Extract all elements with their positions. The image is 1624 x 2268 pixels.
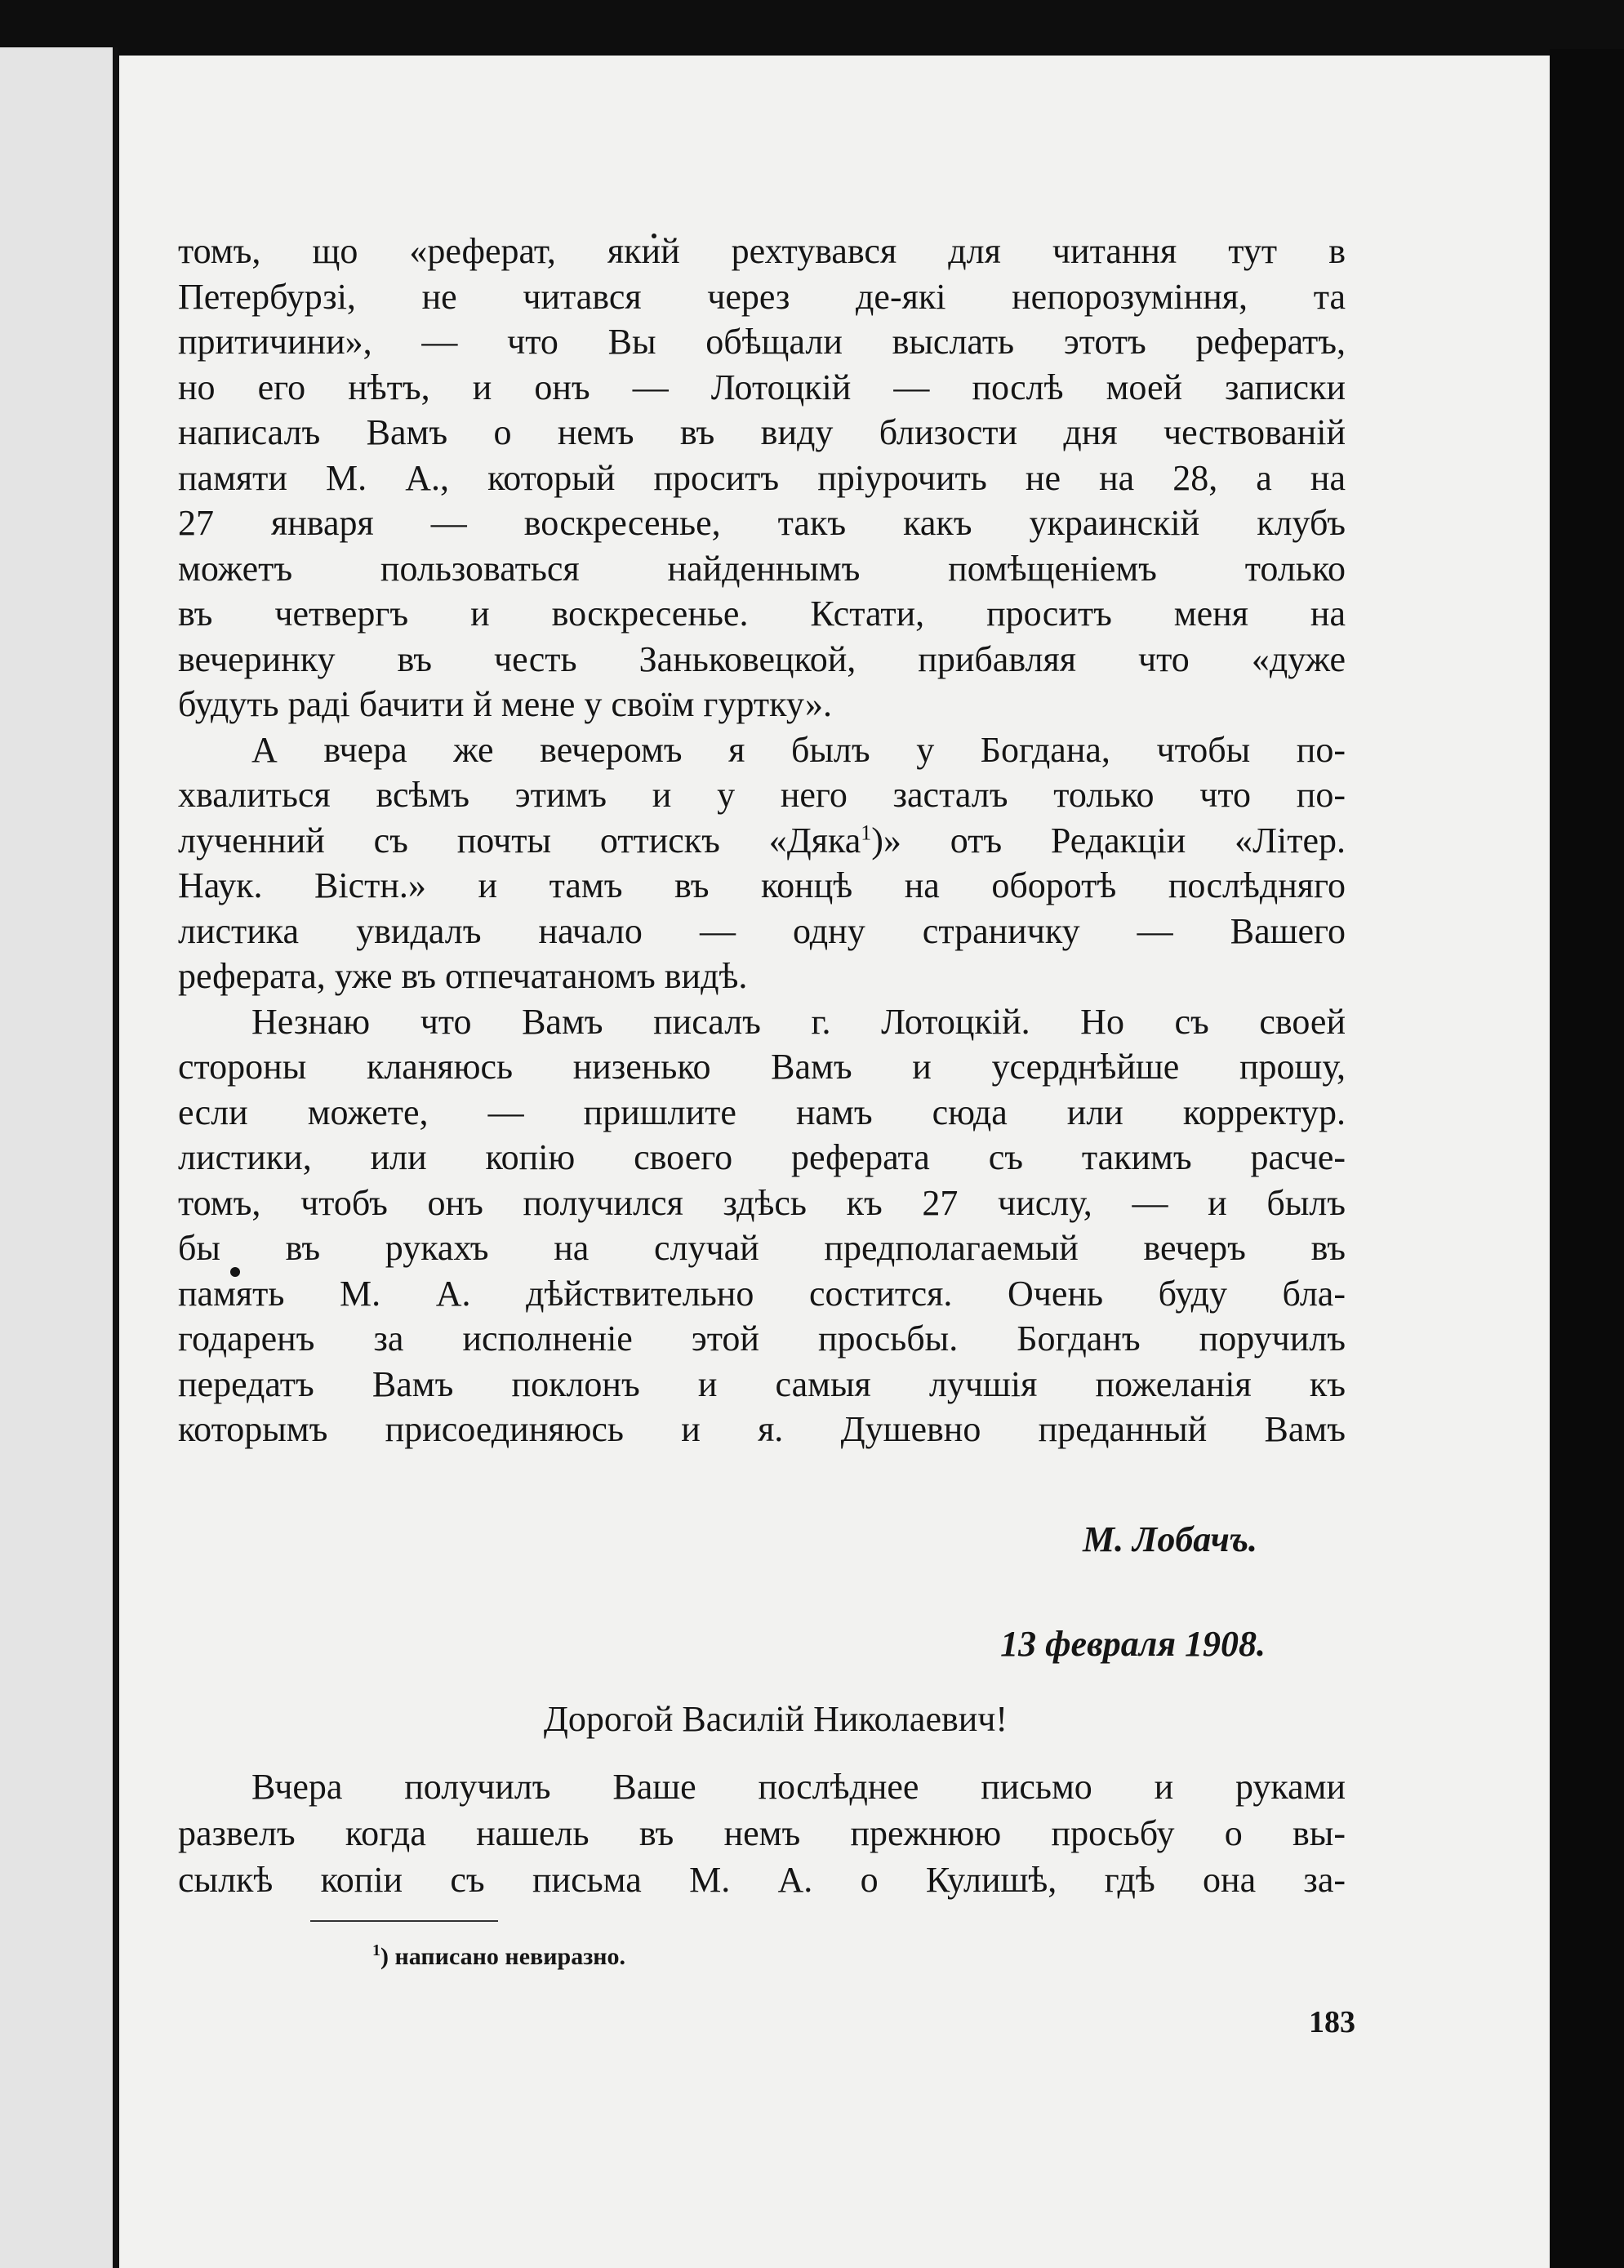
text-line: томъ, чтобъ онъ получился здѣсь къ 27 числу, — и былъ xyxy=(178,1182,1346,1223)
letter-body xyxy=(178,229,1346,1452)
footnote xyxy=(372,1943,944,1971)
text-line: но его нѣтъ, и онъ — Лотоцкій — послѣ моей записки xyxy=(178,367,1346,407)
footnote-marker: 1 xyxy=(861,820,872,844)
text-line: Петербурзі, не читався через де-які непорозуміння, та xyxy=(178,276,1346,317)
paragraph-1 xyxy=(178,229,1346,727)
footnote-separator xyxy=(310,1920,498,1922)
text-line: развелъ когда нашель въ немъ прежнюю просьбу о вы- xyxy=(178,1813,1346,1853)
text-line: память М. А. дѣйствительно состится. Очень буду бла- xyxy=(178,1273,1346,1314)
text-line: Незнаю что Вамъ писалъ г. Лотоцкій. Но съ своей xyxy=(251,1001,1346,1042)
page-gutter-line xyxy=(113,47,118,2268)
scan-border xyxy=(1550,49,1624,2268)
paragraph-2 xyxy=(178,727,1346,999)
text-line: томъ, що «реферат, який рехтувався для читання тут в xyxy=(178,231,1346,271)
text-line: притичини», — что Вы обѣщали выслать этотъ рефератъ, xyxy=(178,322,1346,362)
letter-date: 13 февраля 1908. xyxy=(1000,1624,1266,1664)
text-fragment: лученний съ почты оттискъ «Дяка xyxy=(178,820,861,861)
text-line: Вчера получилъ Ваше послѣднее письмо и руками xyxy=(251,1767,1346,1807)
signature: М. Лобачъ. xyxy=(1083,1519,1257,1559)
text-line: реферата, уже въ отпечатаномъ видѣ. xyxy=(178,956,748,996)
footnote-text: ) написано невиразно. xyxy=(380,1943,626,1970)
text-line: памяти М. А., который проситъ пріурочить не на 28, а на xyxy=(178,457,1346,498)
text-line: въ четвергъ и воскресенье. Кстати, проситъ меня на xyxy=(178,594,1346,634)
text-line: хвалиться всѣмъ этимъ и у него засталъ только что по- xyxy=(178,775,1346,815)
facing-page-edge xyxy=(0,47,114,2268)
text-line-with-footnote xyxy=(178,818,1346,864)
footnote-marker: 1 xyxy=(372,1941,380,1959)
text-line: сылкѣ копіи съ письма М. А. о Кулишѣ, гдѣ она за- xyxy=(178,1860,1346,1900)
text-line: Наук. Вістн.» и тамъ въ концѣ на оборотѣ послѣдняго xyxy=(178,865,1346,905)
text-line: стороны кланяюсь низенько Вамъ и усерднѣйше прошу, xyxy=(178,1047,1346,1087)
text-line: написалъ Вамъ о немъ въ виду близости дня чествованій xyxy=(178,412,1346,452)
text-line: вечеринку въ честь Заньковецкой, прибавляя что «дуже xyxy=(178,638,1346,679)
text-line: бы въ рукахъ на случай предполагаемый вечеръ въ xyxy=(178,1228,1346,1268)
text-line: годаренъ за исполненіе этой просьбы. Богданъ поручилъ xyxy=(178,1319,1346,1359)
text-line: 27 января — воскресенье, такъ какъ украинскій клубъ xyxy=(178,503,1346,543)
page-number: 183 xyxy=(1309,2005,1355,2039)
text-line: передатъ Вамъ поклонъ и самыя лучшія пожеланія къ xyxy=(178,1363,1346,1404)
text-line: будуть раді бачити й мене у своїм гуртку». xyxy=(178,684,832,724)
text-line: А вчера же вечеромъ я былъ у Богдана, чтобы по- xyxy=(251,729,1346,770)
text-line: листика увидалъ начало — одну страничку — Вашего xyxy=(178,910,1346,951)
text-line: если можете, — пришлите намъ сюда или корректур. xyxy=(178,1092,1346,1132)
text-fragment: )» отъ Редакціи «Літер. xyxy=(871,820,1346,861)
text-line: которымъ присоединяюсь и я. Душевно преданный Вамъ xyxy=(178,1409,1346,1449)
text-line: можетъ пользоваться найденнымъ помѣщеніемъ только xyxy=(178,548,1346,589)
paragraph-3 xyxy=(178,999,1346,1452)
salutation: Дорогой Василій Николаевич! xyxy=(543,1699,1008,1739)
letter-2-body xyxy=(178,1763,1346,1903)
text-line: листики, или копію своего реферата съ такимъ расче- xyxy=(178,1137,1346,1177)
